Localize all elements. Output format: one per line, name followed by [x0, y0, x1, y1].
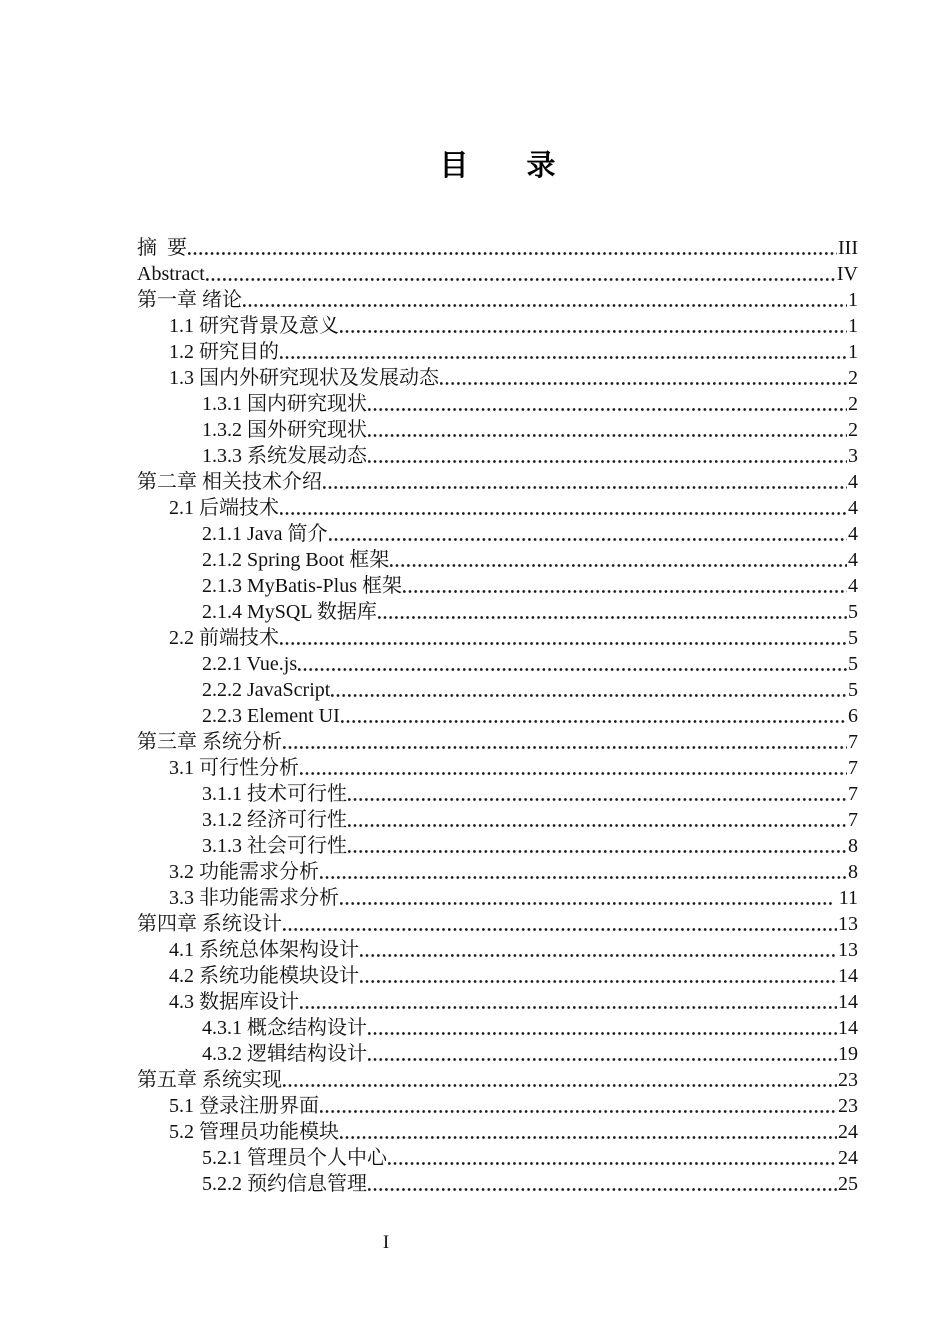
toc-entry-label: 2.1.4 MySQL 数据库: [202, 601, 377, 623]
toc-entry-label: 5.2.2 预约信息管理: [202, 1173, 367, 1195]
dotted-leader: [368, 1056, 837, 1063]
dotted-leader: [300, 1004, 837, 1011]
toc-entry-label: 第三章 系统分析: [137, 731, 282, 753]
toc-entry[interactable]: [137, 547, 858, 573]
toc-entry-label: 1.3.2 国外研究现状: [202, 419, 367, 441]
toc-entry[interactable]: [137, 261, 858, 287]
toc-entry[interactable]: [137, 339, 858, 365]
toc-entry-page-number: 23: [838, 1069, 858, 1091]
toc-entry-page-number: 14: [838, 991, 858, 1013]
toc-entry[interactable]: [137, 365, 858, 391]
dotted-leader: [440, 380, 847, 387]
toc-entry[interactable]: [137, 313, 858, 339]
toc-entry-label: 第五章 系统实现: [137, 1069, 282, 1091]
toc-entry-label: 1.1 研究背景及意义: [169, 315, 339, 337]
toc-entry-page-number: 5: [848, 627, 858, 649]
toc-entry-page-number: 1: [848, 341, 858, 363]
dotted-leader: [368, 1186, 837, 1193]
dotted-leader: [300, 770, 847, 777]
toc-entry-label: 第四章 系统设计: [137, 913, 282, 935]
toc-entry-label: 第二章 相关技术介绍: [137, 471, 322, 493]
toc-entry-label: 2.1.2 Spring Boot 框架: [202, 549, 390, 571]
toc-entry-label: 2.1.3 MyBatis-Plus 框架: [202, 575, 403, 597]
dotted-leader: [331, 692, 847, 699]
toc-entry[interactable]: [137, 1067, 858, 1093]
toc-entry-label: 4.1 系统总体架构设计: [169, 939, 359, 961]
toc-entry[interactable]: [137, 1041, 858, 1067]
dotted-leader: [341, 718, 847, 725]
toc-entry-page-number: 4: [848, 471, 858, 493]
toc-entry-page-number: 7: [848, 809, 858, 831]
toc-entry-page-number: 7: [848, 757, 858, 779]
toc-entry[interactable]: [137, 1119, 858, 1145]
toc-entry-label: 2.2 前端技术: [169, 627, 279, 649]
dotted-leader: [388, 1160, 837, 1167]
toc-entry-page-number: 2: [848, 419, 858, 441]
toc-entry-label: 4.3 数据库设计: [169, 991, 299, 1013]
toc-entry[interactable]: [137, 729, 858, 755]
toc-entry-label: 4.3.1 概念结构设计: [202, 1017, 367, 1039]
dotted-leader: [323, 484, 847, 491]
toc-entry[interactable]: [137, 703, 858, 729]
toc-entry-page-number: 5: [848, 653, 858, 675]
toc-entry-label: 5.2.1 管理员个人中心: [202, 1147, 387, 1169]
toc-entry[interactable]: [137, 495, 858, 521]
toc-entry-page-number: 23: [838, 1095, 858, 1117]
dotted-leader: [329, 536, 847, 543]
dotted-leader: [320, 1108, 837, 1115]
toc-entry-page-number: 24: [838, 1147, 858, 1169]
toc-entry[interactable]: [137, 755, 858, 781]
toc-entry-page-number: 1: [848, 315, 858, 337]
toc-entry-label: 1.3.3 系统发展动态: [202, 445, 367, 467]
toc-entry-label: 4.3.2 逻辑结构设计: [202, 1043, 367, 1065]
toc-entry-page-number: 11: [833, 887, 858, 909]
dotted-leader: [340, 900, 833, 907]
toc-entry-label: 5.1 登录注册界面: [169, 1095, 319, 1117]
toc-entry-page-number: 1: [848, 289, 858, 311]
toc-entry[interactable]: [137, 573, 858, 599]
toc-entry[interactable]: [137, 807, 858, 833]
toc-entry-label: 5.2 管理员功能模块: [169, 1121, 339, 1143]
toc-entry-page-number: 14: [838, 965, 858, 987]
dotted-leader: [348, 796, 847, 803]
toc-entry[interactable]: [137, 1145, 858, 1171]
toc-entry-page-number: III: [838, 237, 858, 259]
toc-entry-page-number: 4: [848, 497, 858, 519]
toc-entry-label: 2.1 后端技术: [169, 497, 279, 519]
toc-entry-page-number: 4: [848, 549, 858, 571]
toc-entry-label: 3.1.2 经济可行性: [202, 809, 347, 831]
toc-entry-page-number: 7: [848, 731, 858, 753]
toc-entry[interactable]: [137, 443, 858, 469]
dotted-leader: [390, 562, 847, 569]
toc-entry[interactable]: [137, 1093, 858, 1119]
dotted-leader: [368, 432, 847, 439]
dotted-leader: [320, 874, 847, 881]
toc-entry-label: 2.1.1 Java 简介: [202, 523, 328, 545]
toc-list: [137, 235, 858, 1197]
toc-entry[interactable]: [137, 859, 858, 885]
toc-entry-label: 摘 要: [137, 237, 187, 259]
toc-entry-page-number: 7: [848, 783, 858, 805]
toc-entry-page-number: 25: [838, 1173, 858, 1195]
toc-entry-label: 1.2 研究目的: [169, 341, 279, 363]
dotted-leader: [298, 666, 847, 673]
toc-entry-page-number: 4: [848, 523, 858, 545]
toc-entry-page-number: 8: [848, 835, 858, 857]
toc-entry[interactable]: [137, 521, 858, 547]
toc-entry[interactable]: [137, 989, 858, 1015]
toc-entry-label: Abstract: [137, 263, 205, 285]
dotted-leader: [280, 354, 847, 361]
dotted-leader: [368, 458, 847, 465]
toc-entry-page-number: 14: [838, 1017, 858, 1039]
page-title: 目 录: [439, 150, 556, 182]
toc-entry-label: 2.2.3 Element UI: [202, 705, 340, 727]
dotted-leader: [360, 978, 837, 985]
dotted-leader: [368, 406, 847, 413]
dotted-leader: [378, 614, 847, 621]
toc-entry-label: 3.3 非功能需求分析: [169, 887, 339, 909]
toc-entry[interactable]: [137, 1171, 858, 1197]
toc-entry-label: 1.3 国内外研究现状及发展动态: [169, 367, 439, 389]
toc-entry-label: 1.3.1 国内研究现状: [202, 393, 367, 415]
toc-entry-page-number: 8: [848, 861, 858, 883]
dotted-leader: [280, 640, 847, 647]
toc-entry-page-number: 13: [838, 939, 858, 961]
toc-entry[interactable]: [137, 599, 858, 625]
dotted-leader: [206, 276, 836, 283]
toc-entry[interactable]: [137, 469, 858, 495]
dotted-leader: [280, 510, 847, 517]
toc-entry-page-number: 2: [848, 367, 858, 389]
toc-entry-page-number: 5: [848, 679, 858, 701]
toc-entry-label: 第一章 绪论: [137, 289, 242, 311]
toc-entry[interactable]: [137, 651, 858, 677]
toc-entry-page-number: 2: [848, 393, 858, 415]
toc-entry[interactable]: [137, 911, 858, 937]
toc-entry-label: 4.2 系统功能模块设计: [169, 965, 359, 987]
dotted-leader: [340, 328, 847, 335]
toc-entry[interactable]: [137, 235, 858, 261]
toc-entry[interactable]: [137, 833, 858, 859]
dotted-leader: [283, 744, 847, 751]
dotted-leader: [348, 822, 847, 829]
toc-entry[interactable]: [137, 937, 858, 963]
toc-entry-page-number: 6: [848, 705, 858, 727]
toc-entry-label: 2.2.2 JavaScript: [202, 679, 331, 701]
dotted-leader: [368, 1030, 837, 1037]
toc-entry-page-number: 19: [838, 1043, 858, 1065]
toc-entry-label: 3.1.1 技术可行性: [202, 783, 347, 805]
toc-entry-page-number: IV: [836, 263, 858, 285]
toc-entry[interactable]: [137, 417, 858, 443]
toc-entry[interactable]: [137, 963, 858, 989]
dotted-leader: [348, 848, 847, 855]
toc-entry[interactable]: [137, 1015, 858, 1041]
toc-entry-page-number: 5: [848, 601, 858, 623]
toc-entry-label: 3.1.3 社会可行性: [202, 835, 347, 857]
toc-entry-label: 3.2 功能需求分析: [169, 861, 319, 883]
dotted-leader: [403, 588, 847, 595]
footer-page-number: I: [382, 1232, 390, 1253]
toc-entry[interactable]: [137, 677, 858, 703]
toc-entry[interactable]: [137, 625, 858, 651]
toc-entry-page-number: 13: [838, 913, 858, 935]
dotted-leader: [340, 1134, 837, 1141]
toc-entry[interactable]: [137, 885, 858, 911]
toc-entry[interactable]: [137, 391, 858, 417]
dotted-leader: [188, 250, 837, 257]
dotted-leader: [283, 1082, 837, 1089]
toc-entry[interactable]: [137, 287, 858, 313]
toc-entry-page-number: 24: [838, 1121, 858, 1143]
toc-entry-page-number: 3: [848, 445, 858, 467]
dotted-leader: [243, 302, 847, 309]
toc-entry-label: 3.1 可行性分析: [169, 757, 299, 779]
toc-entry-page-number: 4: [848, 575, 858, 597]
dotted-leader: [360, 952, 837, 959]
toc-entry-label: 2.2.1 Vue.js: [202, 653, 298, 675]
toc-entry[interactable]: [137, 781, 858, 807]
dotted-leader: [283, 926, 837, 933]
